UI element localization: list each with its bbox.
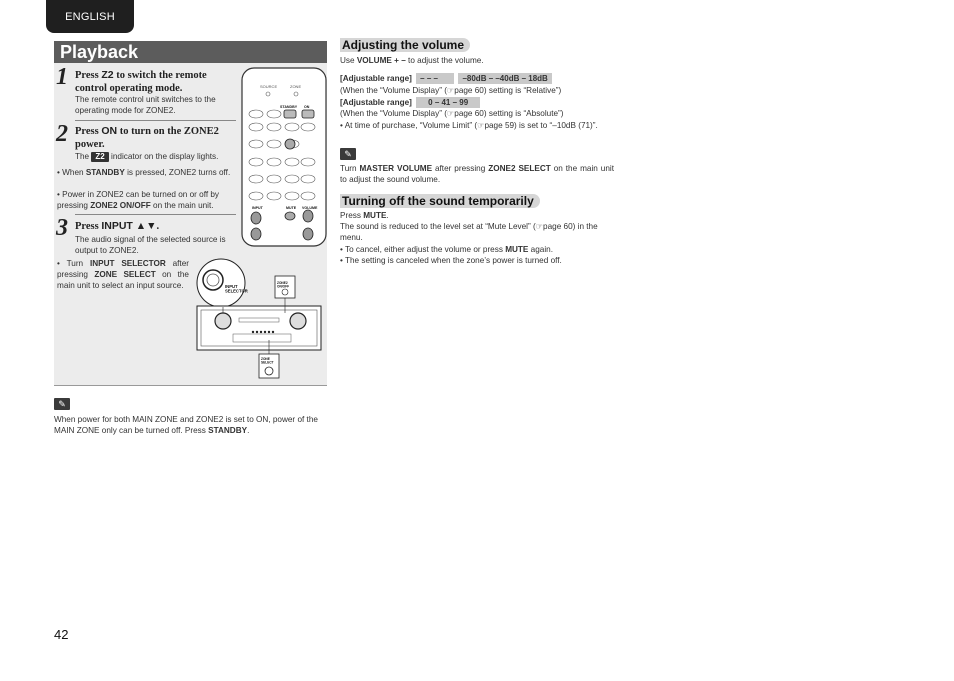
step-2-heading: Press ON to turn on the ZONE2 power. bbox=[75, 125, 219, 150]
section-title-bar bbox=[54, 41, 327, 63]
language-tab: ENGLISH bbox=[46, 0, 134, 33]
step-3-description: The audio signal of the selected source is output to ZONE2. bbox=[75, 235, 226, 255]
adjustable-range-relative: [Adjustable range] – – – –80dB – –40dB – 18dB bbox=[340, 73, 552, 84]
divider bbox=[75, 214, 236, 215]
remote-control-illustration bbox=[240, 66, 328, 248]
main-unit-illustration bbox=[193, 258, 326, 384]
remote-label-volume: VOLUME bbox=[302, 206, 318, 210]
master-volume-note: Turn MASTER VOLUME after pressing ZONE2 SELECT on the main unit to adjust the sound volume. bbox=[340, 164, 614, 184]
step-2-description: The Z2 indicator on the display lights. bbox=[75, 152, 219, 161]
zone2-onoff-label: ZONE2 ON/OFF bbox=[277, 281, 290, 289]
step-3-heading: Press INPUT ▲▼. bbox=[75, 220, 160, 232]
remote-label-input: INPUT bbox=[252, 206, 263, 210]
remote-label-on: ON bbox=[304, 105, 310, 109]
z2-indicator-badge: Z2 bbox=[91, 152, 108, 162]
mute-reset-bullet: • The setting is canceled when the zone’s power is turned off. bbox=[340, 256, 562, 265]
left-note-text: When power for both MAIN ZONE and ZONE2 is set to ON, power of the MAIN ZONE only can be turned off. Press STANDBY. bbox=[54, 415, 318, 435]
zone-select-label: ZONE SELECT bbox=[261, 357, 274, 365]
remote-label-zone: ZONE bbox=[290, 84, 302, 89]
adjust-volume-use: Use VOLUME + – to adjust the volume. bbox=[340, 56, 484, 65]
range-relative-note: (When the “Volume Display” (☞page 60) setting is “Relative”) bbox=[340, 86, 562, 95]
step-2-bullet-2: • Power in ZONE2 can be turned on or off by pressing ZONE2 ON/OFF on the main unit. bbox=[57, 190, 220, 210]
note-pencil-icon: ✎ bbox=[340, 148, 356, 160]
mute-heading: Turning off the sound temporarily bbox=[340, 194, 540, 208]
mute-level-text: The sound is reduced to the level set at “Mute Level” (☞page 60) in the menu. bbox=[340, 222, 598, 242]
divider bbox=[75, 120, 236, 121]
input-selector-label: INPUT SELECTOR bbox=[225, 284, 248, 294]
remote-label-standby: STANDBY bbox=[280, 105, 298, 109]
step-2-number: 2 bbox=[56, 121, 68, 147]
adjustable-range-absolute: [Adjustable range] 0 – 41 – 99 bbox=[340, 97, 480, 108]
step-1-description: The remote control unit switches to the operating mode for ZONE2. bbox=[75, 95, 216, 115]
step-1-heading: Press Z2 to switch the remote control operating mode. bbox=[75, 69, 207, 94]
note-pencil-icon: ✎ bbox=[54, 398, 70, 410]
step-1-number: 1 bbox=[56, 64, 68, 90]
divider bbox=[54, 385, 327, 386]
step-2-bullet-1: • When STANDBY is pressed, ZONE2 turns off. bbox=[57, 168, 231, 177]
mute-press-line: Press MUTE. bbox=[340, 211, 389, 220]
page-title: Playback bbox=[60, 42, 139, 62]
remote-label-source: SOURCE bbox=[260, 84, 278, 89]
mute-cancel-bullet: • To cancel, either adjust the volume or press MUTE again. bbox=[340, 245, 553, 254]
volume-limit-bullet: • At time of purchase, “Volume Limit” (☞page 59) is set to “–10dB (71)”. bbox=[340, 121, 598, 130]
remote-label-mute: MUTE bbox=[286, 206, 297, 210]
step-3-number: 3 bbox=[56, 215, 68, 241]
range-absolute-note: (When the “Volume Display” (☞page 60) setting is “Absolute”) bbox=[340, 109, 564, 118]
page-number: 42 bbox=[54, 627, 69, 642]
adjust-volume-heading: Adjusting the volume bbox=[340, 38, 470, 52]
step-3-bullet: • Turn INPUT SELECTOR after pressing ZONE SELECT on the main unit to select an input source. bbox=[57, 259, 189, 290]
